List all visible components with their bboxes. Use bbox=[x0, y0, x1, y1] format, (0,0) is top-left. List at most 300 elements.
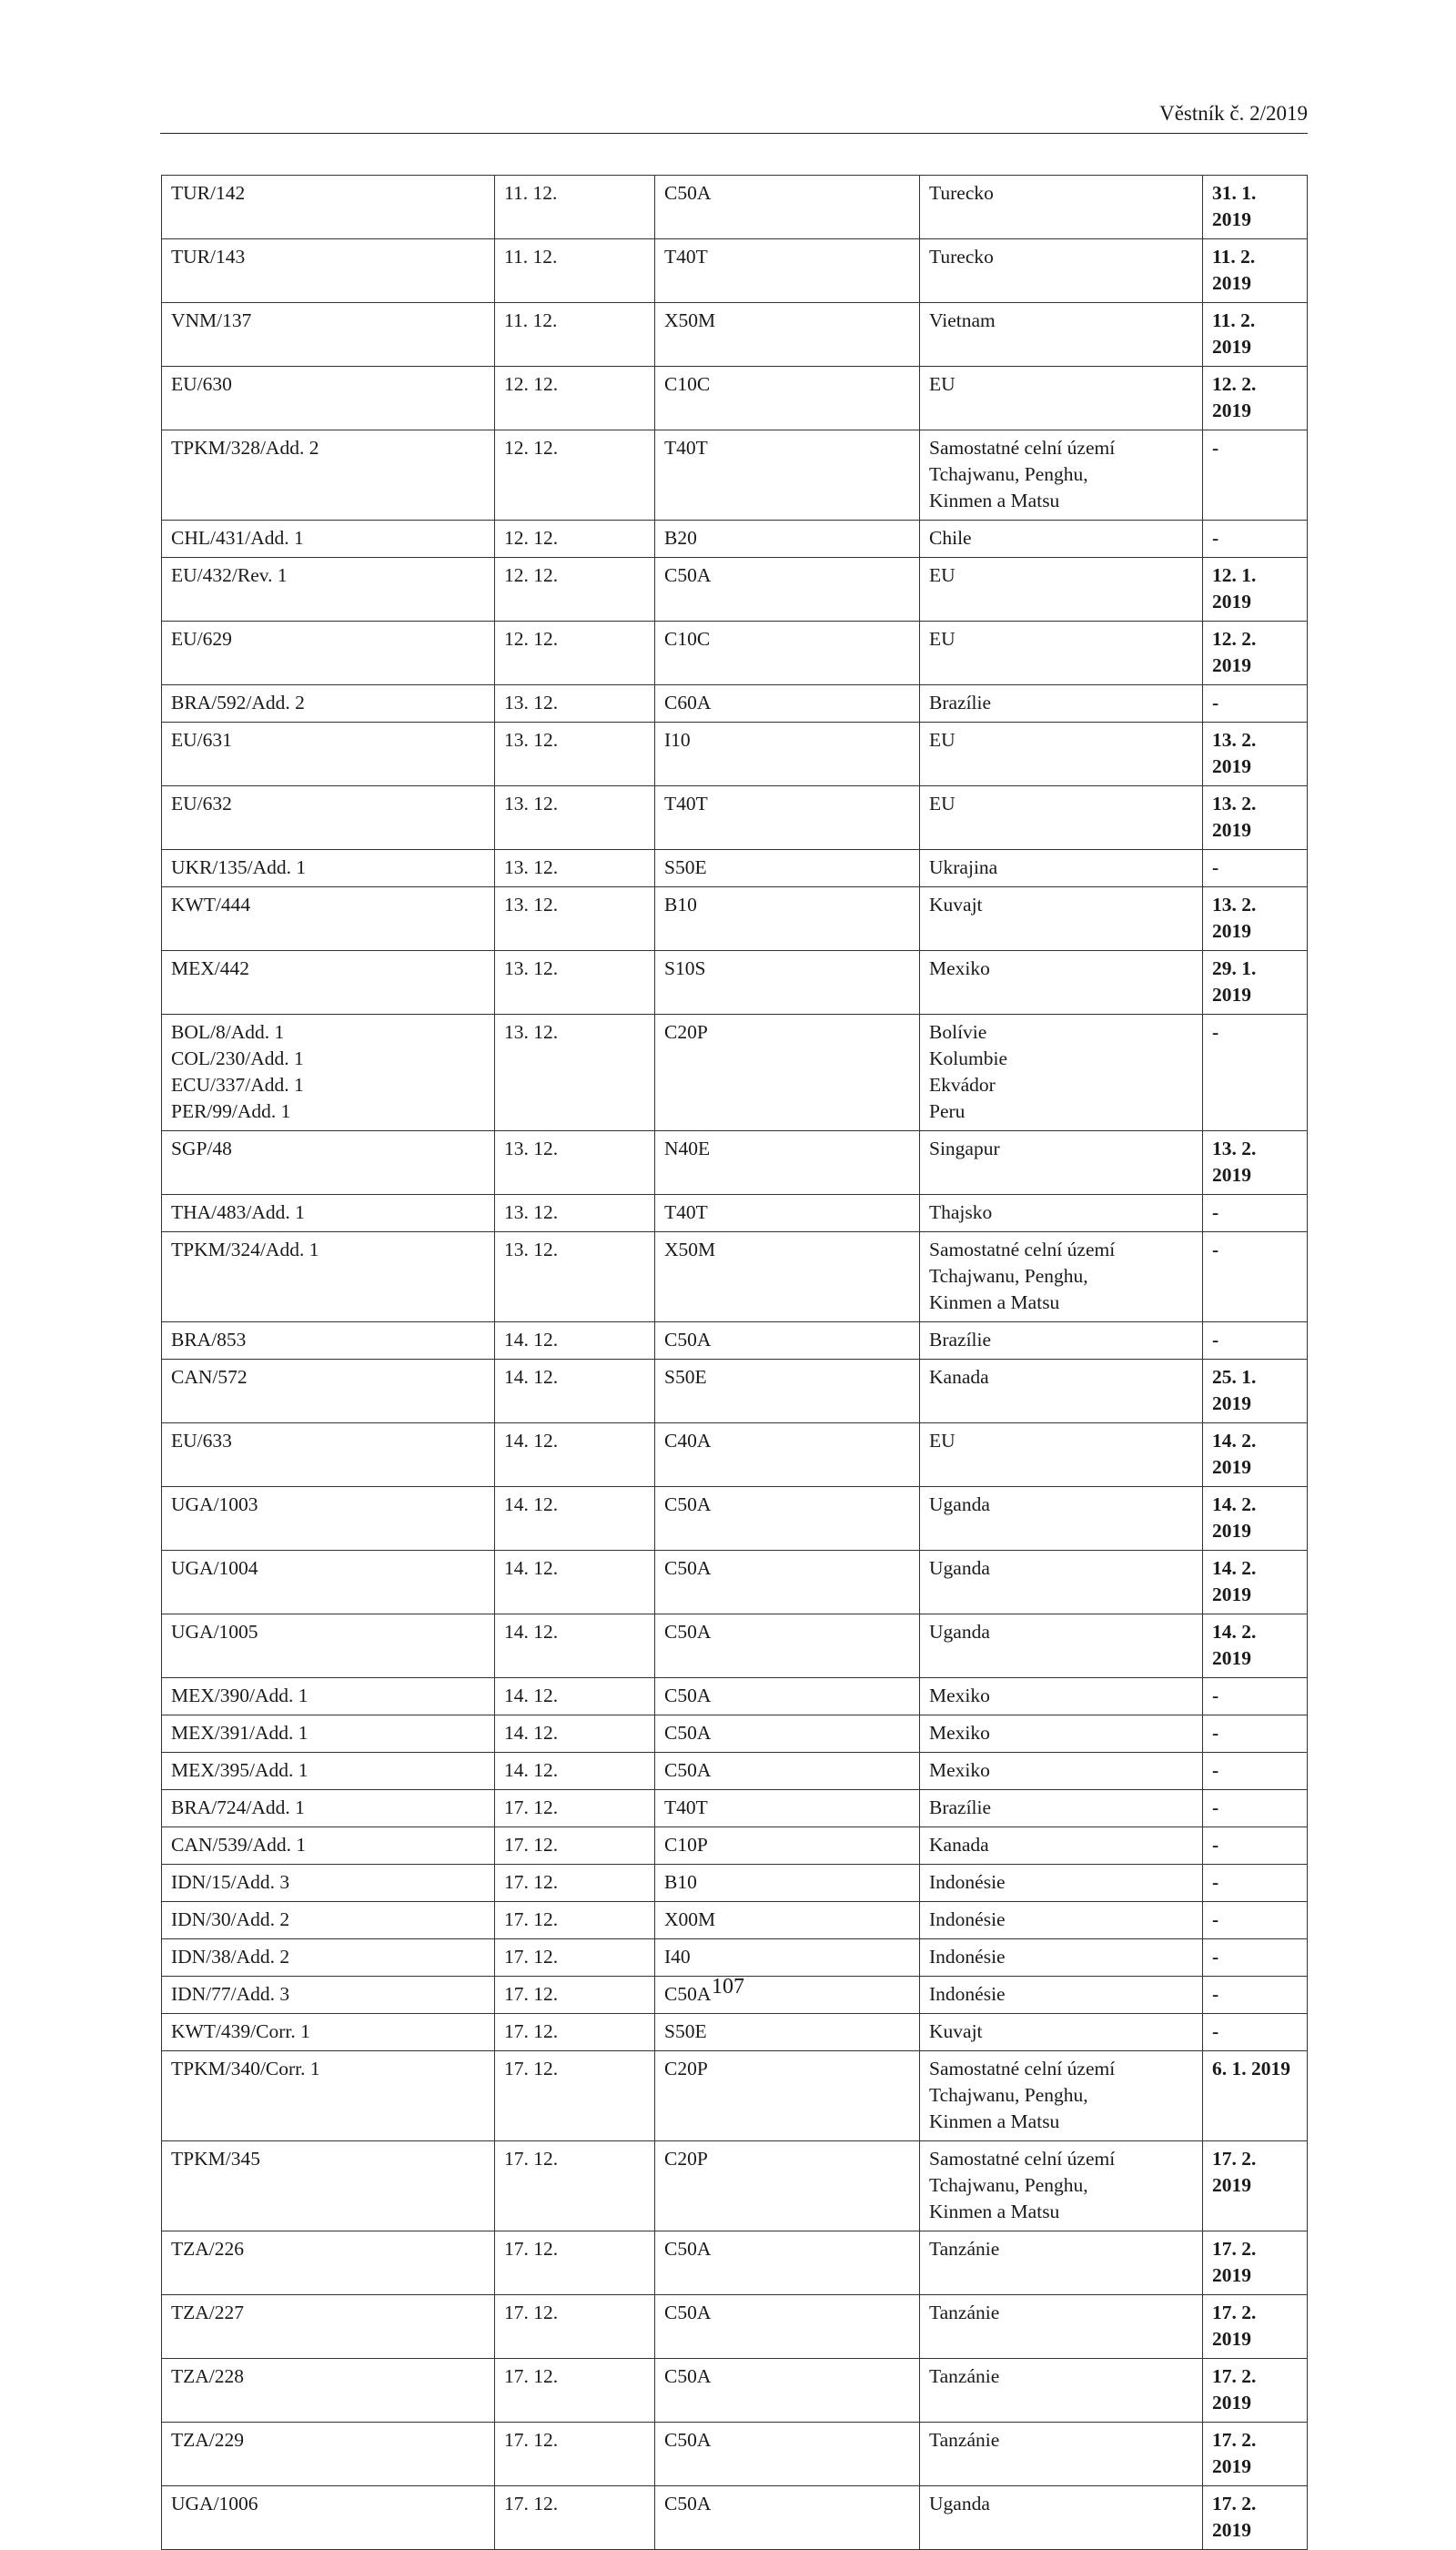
symbol-line: MEX/391/Add. 1 bbox=[171, 1722, 308, 1744]
cell-symbol bbox=[162, 723, 495, 786]
member-line: Mexiko bbox=[929, 1759, 990, 1781]
cell-date: 17. 12. bbox=[495, 1827, 655, 1865]
cell-date: 13. 12. bbox=[495, 951, 655, 1015]
cell-member bbox=[920, 1790, 1203, 1827]
cell-symbol bbox=[162, 1131, 495, 1195]
cell-member bbox=[920, 430, 1203, 521]
symbol-line: TZA/226 bbox=[171, 2238, 245, 2260]
cell-symbol bbox=[162, 1865, 495, 1902]
cell-code: C50A bbox=[655, 1715, 920, 1753]
symbol-line: SGP/48 bbox=[171, 1138, 232, 1159]
cell-deadline: - bbox=[1203, 1678, 1308, 1715]
cell-code: T40T bbox=[655, 1790, 920, 1827]
cell-deadline: 13. 2. 2019 bbox=[1203, 723, 1308, 786]
member-line: Singapur bbox=[929, 1138, 1000, 1159]
cell-symbol bbox=[162, 1195, 495, 1232]
cell-code: C50A bbox=[655, 1614, 920, 1678]
cell-deadline: - bbox=[1203, 1015, 1308, 1131]
cell-member bbox=[920, 1865, 1203, 1902]
cell-date: 17. 12. bbox=[495, 1865, 655, 1902]
table-row bbox=[162, 622, 1308, 685]
table-row bbox=[162, 1939, 1308, 1977]
symbol-line: VNM/137 bbox=[171, 309, 252, 331]
member-line: Mexiko bbox=[929, 1722, 990, 1744]
member-line: Kanada bbox=[929, 1834, 989, 1856]
symbol-line: EU/632 bbox=[171, 793, 232, 815]
table-row bbox=[162, 685, 1308, 723]
cell-symbol bbox=[162, 1322, 495, 1360]
cell-code: S50E bbox=[655, 1360, 920, 1423]
member-line: Tchajwanu, Penghu, bbox=[929, 1265, 1088, 1287]
table-row bbox=[162, 1423, 1308, 1487]
symbol-line: MEX/442 bbox=[171, 957, 249, 979]
cell-date: 13. 12. bbox=[495, 887, 655, 951]
member-line: Samostatné celní území bbox=[929, 437, 1116, 459]
cell-deadline: 12. 1. 2019 bbox=[1203, 558, 1308, 622]
symbol-line: TPKM/324/Add. 1 bbox=[171, 1239, 319, 1260]
member-line: Tanzánie bbox=[929, 2365, 1000, 2387]
member-line: Turecko bbox=[929, 182, 994, 204]
cell-code: C50A bbox=[655, 1551, 920, 1614]
symbol-line: TUR/142 bbox=[171, 182, 246, 204]
cell-member bbox=[920, 176, 1203, 239]
cell-symbol bbox=[162, 1678, 495, 1715]
cell-date: 11. 12. bbox=[495, 303, 655, 367]
cell-symbol bbox=[162, 1551, 495, 1614]
member-line: Tanzánie bbox=[929, 2429, 1000, 2451]
member-line: Tchajwanu, Penghu, bbox=[929, 2174, 1088, 2196]
member-line: Kanada bbox=[929, 1366, 989, 1388]
cell-code: T40T bbox=[655, 786, 920, 850]
cell-date: 14. 12. bbox=[495, 1551, 655, 1614]
cell-member bbox=[920, 622, 1203, 685]
table-row bbox=[162, 558, 1308, 622]
member-line: Indonésie bbox=[929, 1908, 1006, 1930]
cell-member bbox=[920, 2051, 1203, 2141]
cell-member bbox=[920, 558, 1203, 622]
cell-code: C40A bbox=[655, 1423, 920, 1487]
symbol-line: EU/432/Rev. 1 bbox=[171, 564, 288, 586]
table-row bbox=[162, 1753, 1308, 1790]
cell-code: C50A bbox=[655, 1678, 920, 1715]
table-row bbox=[162, 1487, 1308, 1551]
cell-date: 12. 12. bbox=[495, 622, 655, 685]
cell-deadline: 14. 2. 2019 bbox=[1203, 1551, 1308, 1614]
cell-date: 17. 12. bbox=[495, 1977, 655, 2014]
symbol-line: EU/633 bbox=[171, 1430, 232, 1452]
cell-date: 12. 12. bbox=[495, 558, 655, 622]
member-line: Brazílie bbox=[929, 1329, 992, 1351]
cell-symbol bbox=[162, 521, 495, 558]
cell-date: 14. 12. bbox=[495, 1360, 655, 1423]
cell-symbol bbox=[162, 303, 495, 367]
cell-deadline: - bbox=[1203, 1827, 1308, 1865]
member-line: Kinmen a Matsu bbox=[929, 2110, 1060, 2132]
cell-date: 12. 12. bbox=[495, 430, 655, 521]
cell-member bbox=[920, 1232, 1203, 1322]
member-line: EU bbox=[929, 793, 956, 815]
cell-member bbox=[920, 1487, 1203, 1551]
cell-symbol bbox=[162, 1360, 495, 1423]
cell-member bbox=[920, 1902, 1203, 1939]
cell-deadline: 13. 2. 2019 bbox=[1203, 887, 1308, 951]
member-line: Kuvajt bbox=[929, 894, 983, 916]
table-row bbox=[162, 2231, 1308, 2295]
cell-code: C10C bbox=[655, 367, 920, 430]
member-line: Thajsko bbox=[929, 1201, 993, 1223]
cell-deadline: 25. 1. 2019 bbox=[1203, 1360, 1308, 1423]
cell-member bbox=[920, 1678, 1203, 1715]
cell-symbol bbox=[162, 685, 495, 723]
cell-member bbox=[920, 521, 1203, 558]
cell-deadline: 17. 2. 2019 bbox=[1203, 2486, 1308, 2550]
cell-symbol bbox=[162, 2051, 495, 2141]
cell-deadline: 14. 2. 2019 bbox=[1203, 1487, 1308, 1551]
member-line: Indonésie bbox=[929, 1983, 1006, 2005]
cell-member bbox=[920, 2423, 1203, 2486]
cell-date: 13. 12. bbox=[495, 1131, 655, 1195]
cell-deadline: 14. 2. 2019 bbox=[1203, 1423, 1308, 1487]
cell-date: 13. 12. bbox=[495, 1195, 655, 1232]
symbol-line: BRA/592/Add. 2 bbox=[171, 692, 305, 713]
table-row bbox=[162, 1715, 1308, 1753]
table-body bbox=[162, 176, 1308, 2550]
cell-date: 13. 12. bbox=[495, 850, 655, 887]
cell-date: 13. 12. bbox=[495, 685, 655, 723]
cell-member bbox=[920, 1322, 1203, 1360]
cell-symbol bbox=[162, 1232, 495, 1322]
cell-symbol bbox=[162, 2486, 495, 2550]
cell-member bbox=[920, 2359, 1203, 2423]
symbol-line: TZA/229 bbox=[171, 2429, 245, 2451]
member-line: Ekvádor bbox=[929, 1074, 996, 1096]
cell-code: N40E bbox=[655, 1131, 920, 1195]
cell-code: C50A bbox=[655, 558, 920, 622]
cell-deadline: 11. 2. 2019 bbox=[1203, 303, 1308, 367]
table-row bbox=[162, 1827, 1308, 1865]
symbol-line: MEX/395/Add. 1 bbox=[171, 1759, 308, 1781]
table-row bbox=[162, 1195, 1308, 1232]
member-line: Indonésie bbox=[929, 1946, 1006, 1968]
cell-code: I10 bbox=[655, 723, 920, 786]
cell-member bbox=[920, 1015, 1203, 1131]
table-row bbox=[162, 951, 1308, 1015]
cell-date: 11. 12. bbox=[495, 176, 655, 239]
member-line: Tchajwanu, Penghu, bbox=[929, 463, 1088, 485]
cell-member bbox=[920, 303, 1203, 367]
cell-code: C20P bbox=[655, 2141, 920, 2231]
cell-member bbox=[920, 2141, 1203, 2231]
member-line: Chile bbox=[929, 527, 972, 549]
cell-deadline: 29. 1. 2019 bbox=[1203, 951, 1308, 1015]
cell-date: 12. 12. bbox=[495, 367, 655, 430]
cell-member bbox=[920, 1360, 1203, 1423]
cell-code: C50A bbox=[655, 2359, 920, 2423]
cell-symbol bbox=[162, 1902, 495, 1939]
symbol-line: IDN/38/Add. 2 bbox=[171, 1946, 290, 1968]
cell-date: 13. 12. bbox=[495, 1232, 655, 1322]
cell-date: 17. 12. bbox=[495, 2486, 655, 2550]
cell-member bbox=[920, 951, 1203, 1015]
cell-date: 14. 12. bbox=[495, 1487, 655, 1551]
symbol-line: TPKM/345 bbox=[171, 2148, 260, 2170]
table-row bbox=[162, 850, 1308, 887]
cell-date: 17. 12. bbox=[495, 2141, 655, 2231]
cell-symbol bbox=[162, 1614, 495, 1678]
cell-code: C50A bbox=[655, 2486, 920, 2550]
cell-code: B20 bbox=[655, 521, 920, 558]
cell-code: C50A bbox=[655, 1977, 920, 2014]
member-line: Peru bbox=[929, 1100, 966, 1122]
table-row bbox=[162, 1790, 1308, 1827]
symbol-line: ECU/337/Add. 1 bbox=[171, 1074, 304, 1096]
table-row bbox=[162, 786, 1308, 850]
member-line: EU bbox=[929, 373, 956, 395]
cell-code: X00M bbox=[655, 1902, 920, 1939]
member-line: Kinmen a Matsu bbox=[929, 2201, 1060, 2222]
cell-deadline: 31. 1. 2019 bbox=[1203, 176, 1308, 239]
cell-symbol bbox=[162, 2359, 495, 2423]
cell-member bbox=[920, 1939, 1203, 1977]
table-row bbox=[162, 176, 1308, 239]
symbol-line: UKR/135/Add. 1 bbox=[171, 856, 307, 878]
member-line: Samostatné celní území bbox=[929, 2058, 1116, 2079]
symbol-line: MEX/390/Add. 1 bbox=[171, 1685, 308, 1706]
member-line: Kolumbie bbox=[929, 1047, 1007, 1069]
cell-deadline: 17. 2. 2019 bbox=[1203, 2423, 1308, 2486]
cell-deadline: - bbox=[1203, 850, 1308, 887]
cell-symbol bbox=[162, 176, 495, 239]
cell-date: 14. 12. bbox=[495, 1753, 655, 1790]
symbol-line: TZA/227 bbox=[171, 2302, 245, 2323]
table-row bbox=[162, 1865, 1308, 1902]
symbol-line: CHL/431/Add. 1 bbox=[171, 527, 304, 549]
member-line: EU bbox=[929, 628, 956, 650]
symbol-line: TPKM/328/Add. 2 bbox=[171, 437, 319, 459]
table-row bbox=[162, 1322, 1308, 1360]
member-line: Brazílie bbox=[929, 1796, 992, 1818]
cell-code: C20P bbox=[655, 1015, 920, 1131]
cell-date: 14. 12. bbox=[495, 1678, 655, 1715]
member-line: Vietnam bbox=[929, 309, 996, 331]
symbol-line: PER/99/Add. 1 bbox=[171, 1100, 291, 1122]
member-line: Bolívie bbox=[929, 1021, 987, 1043]
cell-code: C60A bbox=[655, 685, 920, 723]
cell-code: C50A bbox=[655, 2231, 920, 2295]
cell-symbol bbox=[162, 2295, 495, 2359]
cell-code: C50A bbox=[655, 1753, 920, 1790]
page-header bbox=[160, 102, 1308, 134]
member-line: Uganda bbox=[929, 2493, 990, 2515]
cell-date: 17. 12. bbox=[495, 1902, 655, 1939]
cell-code: C10P bbox=[655, 1827, 920, 1865]
cell-deadline: 17. 2. 2019 bbox=[1203, 2141, 1308, 2231]
cell-symbol bbox=[162, 558, 495, 622]
cell-deadline: - bbox=[1203, 1232, 1308, 1322]
member-line: Uganda bbox=[929, 1557, 990, 1579]
table-row bbox=[162, 2486, 1308, 2550]
cell-deadline: 6. 1. 2019 bbox=[1203, 2051, 1308, 2141]
cell-deadline: 11. 2. 2019 bbox=[1203, 239, 1308, 303]
cell-code: C20P bbox=[655, 2051, 920, 2141]
cell-deadline: 14. 2. 2019 bbox=[1203, 1614, 1308, 1678]
symbol-line: BRA/724/Add. 1 bbox=[171, 1796, 305, 1818]
cell-code: C50A bbox=[655, 1487, 920, 1551]
cell-symbol bbox=[162, 786, 495, 850]
table-row bbox=[162, 303, 1308, 367]
cell-date: 17. 12. bbox=[495, 2295, 655, 2359]
cell-member bbox=[920, 850, 1203, 887]
member-line: Kinmen a Matsu bbox=[929, 1291, 1060, 1313]
cell-member bbox=[920, 1715, 1203, 1753]
symbol-line: KWT/439/Corr. 1 bbox=[171, 2020, 310, 2042]
table-row bbox=[162, 2423, 1308, 2486]
table-row bbox=[162, 1902, 1308, 1939]
cell-deadline: - bbox=[1203, 1977, 1308, 2014]
cell-deadline: - bbox=[1203, 430, 1308, 521]
cell-symbol bbox=[162, 2423, 495, 2486]
cell-member bbox=[920, 1551, 1203, 1614]
member-line: EU bbox=[929, 729, 956, 751]
table-row bbox=[162, 1614, 1308, 1678]
page-footer bbox=[0, 1975, 1456, 1999]
cell-member bbox=[920, 1614, 1203, 1678]
cell-date: 17. 12. bbox=[495, 2014, 655, 2051]
table-row bbox=[162, 2295, 1308, 2359]
symbol-line: THA/483/Add. 1 bbox=[171, 1201, 305, 1223]
cell-code: B10 bbox=[655, 1865, 920, 1902]
member-line: Tanzánie bbox=[929, 2302, 1000, 2323]
cell-date: 14. 12. bbox=[495, 1423, 655, 1487]
cell-member bbox=[920, 1753, 1203, 1790]
symbol-line: CAN/539/Add. 1 bbox=[171, 1834, 307, 1856]
cell-deadline: 12. 2. 2019 bbox=[1203, 622, 1308, 685]
table-row bbox=[162, 2141, 1308, 2231]
cell-code: T40T bbox=[655, 430, 920, 521]
cell-date: 17. 12. bbox=[495, 2231, 655, 2295]
cell-member bbox=[920, 2295, 1203, 2359]
member-line: EU bbox=[929, 1430, 956, 1452]
cell-deadline: - bbox=[1203, 1753, 1308, 1790]
symbol-line: UGA/1006 bbox=[171, 2493, 258, 2515]
cell-date: 17. 12. bbox=[495, 1939, 655, 1977]
cell-code: S50E bbox=[655, 2014, 920, 2051]
member-line: EU bbox=[929, 564, 956, 586]
table-row bbox=[162, 367, 1308, 430]
symbol-line: KWT/444 bbox=[171, 894, 251, 916]
cell-symbol bbox=[162, 1015, 495, 1131]
cell-code: T40T bbox=[655, 239, 920, 303]
cell-code: C10C bbox=[655, 622, 920, 685]
cell-code: I40 bbox=[655, 1939, 920, 1977]
member-line: Kinmen a Matsu bbox=[929, 490, 1060, 511]
cell-date: 17. 12. bbox=[495, 2359, 655, 2423]
cell-date: 13. 12. bbox=[495, 1015, 655, 1131]
cell-date: 17. 12. bbox=[495, 2051, 655, 2141]
symbol-line: TUR/143 bbox=[171, 246, 246, 268]
cell-symbol bbox=[162, 367, 495, 430]
symbol-line: EU/631 bbox=[171, 729, 232, 751]
member-line: Turecko bbox=[929, 246, 994, 268]
symbol-line: IDN/15/Add. 3 bbox=[171, 1871, 290, 1893]
cell-code: X50M bbox=[655, 1232, 920, 1322]
cell-deadline: - bbox=[1203, 1865, 1308, 1902]
table-row bbox=[162, 1678, 1308, 1715]
cell-deadline: 17. 2. 2019 bbox=[1203, 2359, 1308, 2423]
symbol-line: UGA/1004 bbox=[171, 1557, 258, 1579]
table-row bbox=[162, 2051, 1308, 2141]
symbol-line: BRA/853 bbox=[171, 1329, 247, 1351]
table-row bbox=[162, 1551, 1308, 1614]
cell-date: 13. 12. bbox=[495, 723, 655, 786]
cell-date: 13. 12. bbox=[495, 786, 655, 850]
symbol-line: TZA/228 bbox=[171, 2365, 245, 2387]
symbol-line: EU/630 bbox=[171, 373, 232, 395]
cell-deadline: - bbox=[1203, 1715, 1308, 1753]
cell-symbol bbox=[162, 2014, 495, 2051]
cell-member bbox=[920, 1195, 1203, 1232]
cell-deadline: - bbox=[1203, 521, 1308, 558]
cell-symbol bbox=[162, 1790, 495, 1827]
table-row bbox=[162, 521, 1308, 558]
symbol-line: COL/230/Add. 1 bbox=[171, 1047, 304, 1069]
cell-member bbox=[920, 367, 1203, 430]
cell-deadline: 17. 2. 2019 bbox=[1203, 2295, 1308, 2359]
member-line: Samostatné celní území bbox=[929, 2148, 1116, 2170]
member-line: Mexiko bbox=[929, 1685, 990, 1706]
cell-code: B10 bbox=[655, 887, 920, 951]
cell-member bbox=[920, 2231, 1203, 2295]
symbol-line: TPKM/340/Corr. 1 bbox=[171, 2058, 320, 2079]
member-line: Uganda bbox=[929, 1493, 990, 1515]
symbol-line: IDN/30/Add. 2 bbox=[171, 1908, 290, 1930]
cell-member bbox=[920, 685, 1203, 723]
table-row bbox=[162, 430, 1308, 521]
cell-date: 12. 12. bbox=[495, 521, 655, 558]
cell-deadline: - bbox=[1203, 2014, 1308, 2051]
cell-member bbox=[920, 1827, 1203, 1865]
table-row bbox=[162, 723, 1308, 786]
cell-deadline: 13. 2. 2019 bbox=[1203, 786, 1308, 850]
cell-symbol bbox=[162, 1487, 495, 1551]
cell-symbol bbox=[162, 430, 495, 521]
table-row bbox=[162, 1015, 1308, 1131]
page-number: 107 bbox=[712, 1975, 744, 1999]
cell-member bbox=[920, 887, 1203, 951]
cell-member bbox=[920, 1423, 1203, 1487]
cell-date: 14. 12. bbox=[495, 1614, 655, 1678]
cell-symbol bbox=[162, 951, 495, 1015]
cell-code: S50E bbox=[655, 850, 920, 887]
member-line: Uganda bbox=[929, 1621, 990, 1643]
cell-deadline: - bbox=[1203, 1790, 1308, 1827]
table-row bbox=[162, 2014, 1308, 2051]
cell-date: 17. 12. bbox=[495, 2423, 655, 2486]
cell-symbol bbox=[162, 1753, 495, 1790]
symbol-line: CAN/572 bbox=[171, 1366, 248, 1388]
symbol-line: IDN/77/Add. 3 bbox=[171, 1983, 290, 2005]
cell-symbol bbox=[162, 887, 495, 951]
member-line: Tanzánie bbox=[929, 2238, 1000, 2260]
cell-deadline: - bbox=[1203, 1322, 1308, 1360]
cell-symbol bbox=[162, 2231, 495, 2295]
member-line: Indonésie bbox=[929, 1871, 1006, 1893]
cell-code: T40T bbox=[655, 1195, 920, 1232]
cell-member bbox=[920, 786, 1203, 850]
cell-member bbox=[920, 2486, 1203, 2550]
cell-code: C50A bbox=[655, 2423, 920, 2486]
table-row bbox=[162, 2359, 1308, 2423]
